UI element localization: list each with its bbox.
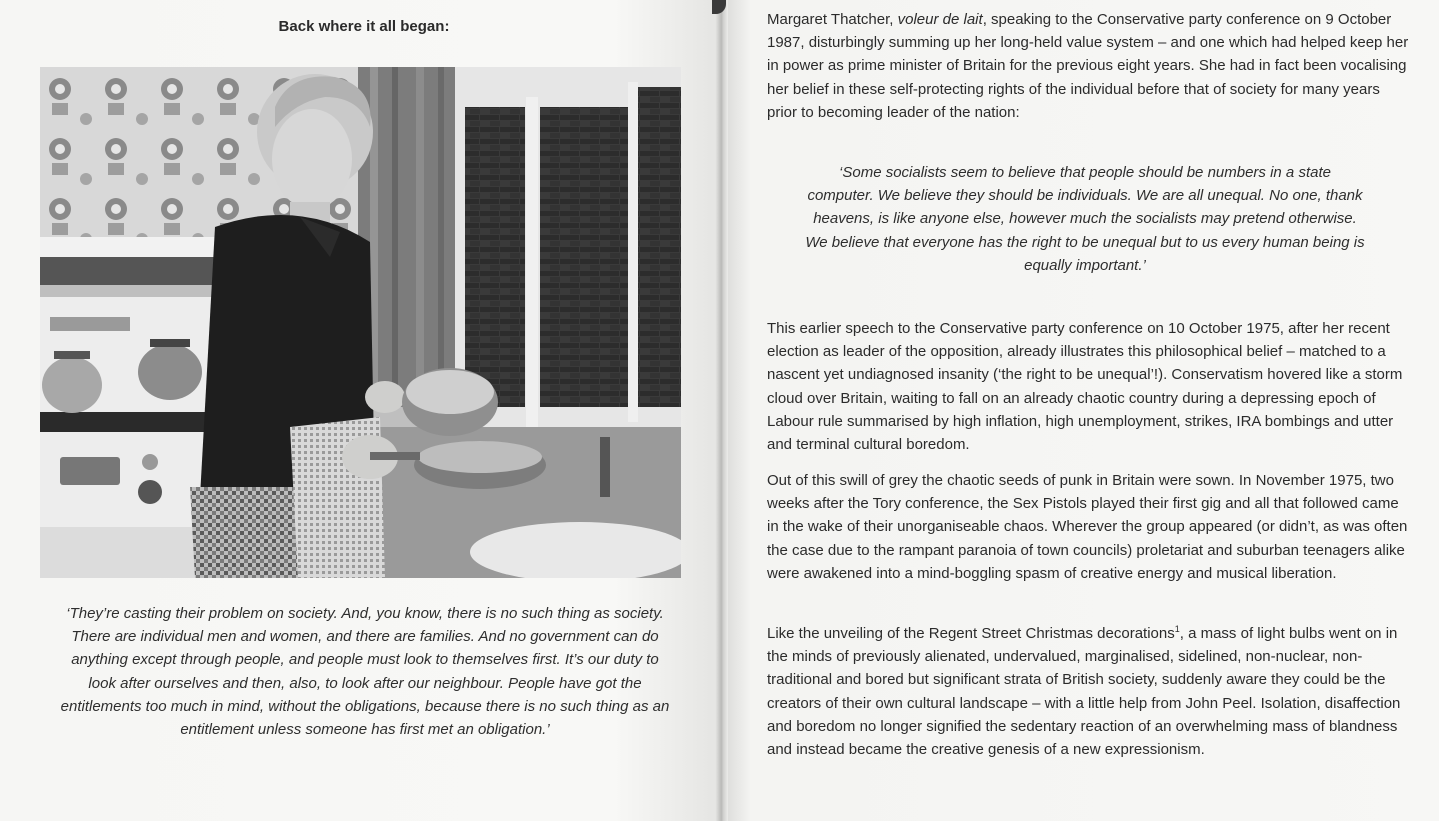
footnote-marker[interactable]: 1: [1174, 624, 1180, 634]
paragraph-1975-speech: This earlier speech to the Conservative party conference on 10 October 1975, after her recent election as leader of the opposition, already illustrates this philosophical belief – matched to a nascent yet undiagnosed insanity (‘the right to be unequal’!). Conservatism hovered like a storm cloud over Britain, waiting to fall on an already chaotic country during a depressing epoch of Labour rule summarised by high inflation, high unemployment, strikes, IRA bombings and utter and terminal cultural boredom.: [767, 320, 1403, 454]
intro-italic-phrase: voleur de lait: [897, 11, 983, 28]
paragraph-4-end: , a mass of light bulbs went on in the minds of previously alienated, undervalued, marginalised, sidelined, non-nuclear, non-traditional and bored but significant strata of British society, suddenly aware they could be the creators of their own cultural landscape – with a little help from John Peel. Isolation, disaffection and boredom no longer signified the sedentary reaction of an overwhelming mass of blandness and instead became the creative genesis of a new expressionism.: [767, 625, 1401, 759]
intro-paragraph: [767, 8, 1409, 124]
photo-heading: Back where it all began:: [278, 18, 450, 35]
paragraph-regent-street: [767, 622, 1409, 761]
socialists-quote: ‘Some socialists seem to believe that people should be numbers in a state computer. We believe they should be individuals. We are all unequal. No one, thank heavens, is like anyone else, however much the socialists may pretend otherwise. We believe that everyone has the right to be unequal but to us every human being is equally important.’: [805, 164, 1365, 274]
kitchen-photograph: [40, 67, 681, 578]
intro-lead: Margaret Thatcher,: [767, 11, 898, 28]
paragraph-punk-seeds: Out of this swill of grey the chaotic seeds of punk in Britain were sown. In November 1975, two weeks after the Tory conference, the Sex Pistols played their first gig and all that followed came in the wake of their unorganiseable chaos. Wherever the group appeared (or didn’t, as was often the case due to the rampant paranoia of town councils) proletariat and suburban teenagers alike were awakened into a mind-boggling spasm of creative energy and musical liberation.: [767, 472, 1408, 582]
paragraph-4-start: Like the unveiling of the Regent Street Christmas decorations: [767, 625, 1175, 642]
intro-rest: , speaking to the Conservative party conference on 9 October 1987, disturbingly summing up her long-held value system – and one which had helped keep her in power as prime minister of Britain for the previous eight years. She had in fact been vocalising her belief in these self-protecting rights of the individual before that of society for many years prior to becoming leader of the nation:: [767, 11, 1409, 121]
thatcher-quote-caption: ‘They’re casting their problem on society. And, you know, there is no such thing as society. There are individual men and women, and there are families. And no government can do anything except through people, and people must look to themselves first. It’s our duty to look after ourselves and then, also, to look after our neighbour. People have got the entitlements too much in mind, without the obligations, because there is no such thing as an entitlement unless someone has first met an obligation.’: [60, 605, 670, 739]
book-gutter: [716, 0, 728, 821]
